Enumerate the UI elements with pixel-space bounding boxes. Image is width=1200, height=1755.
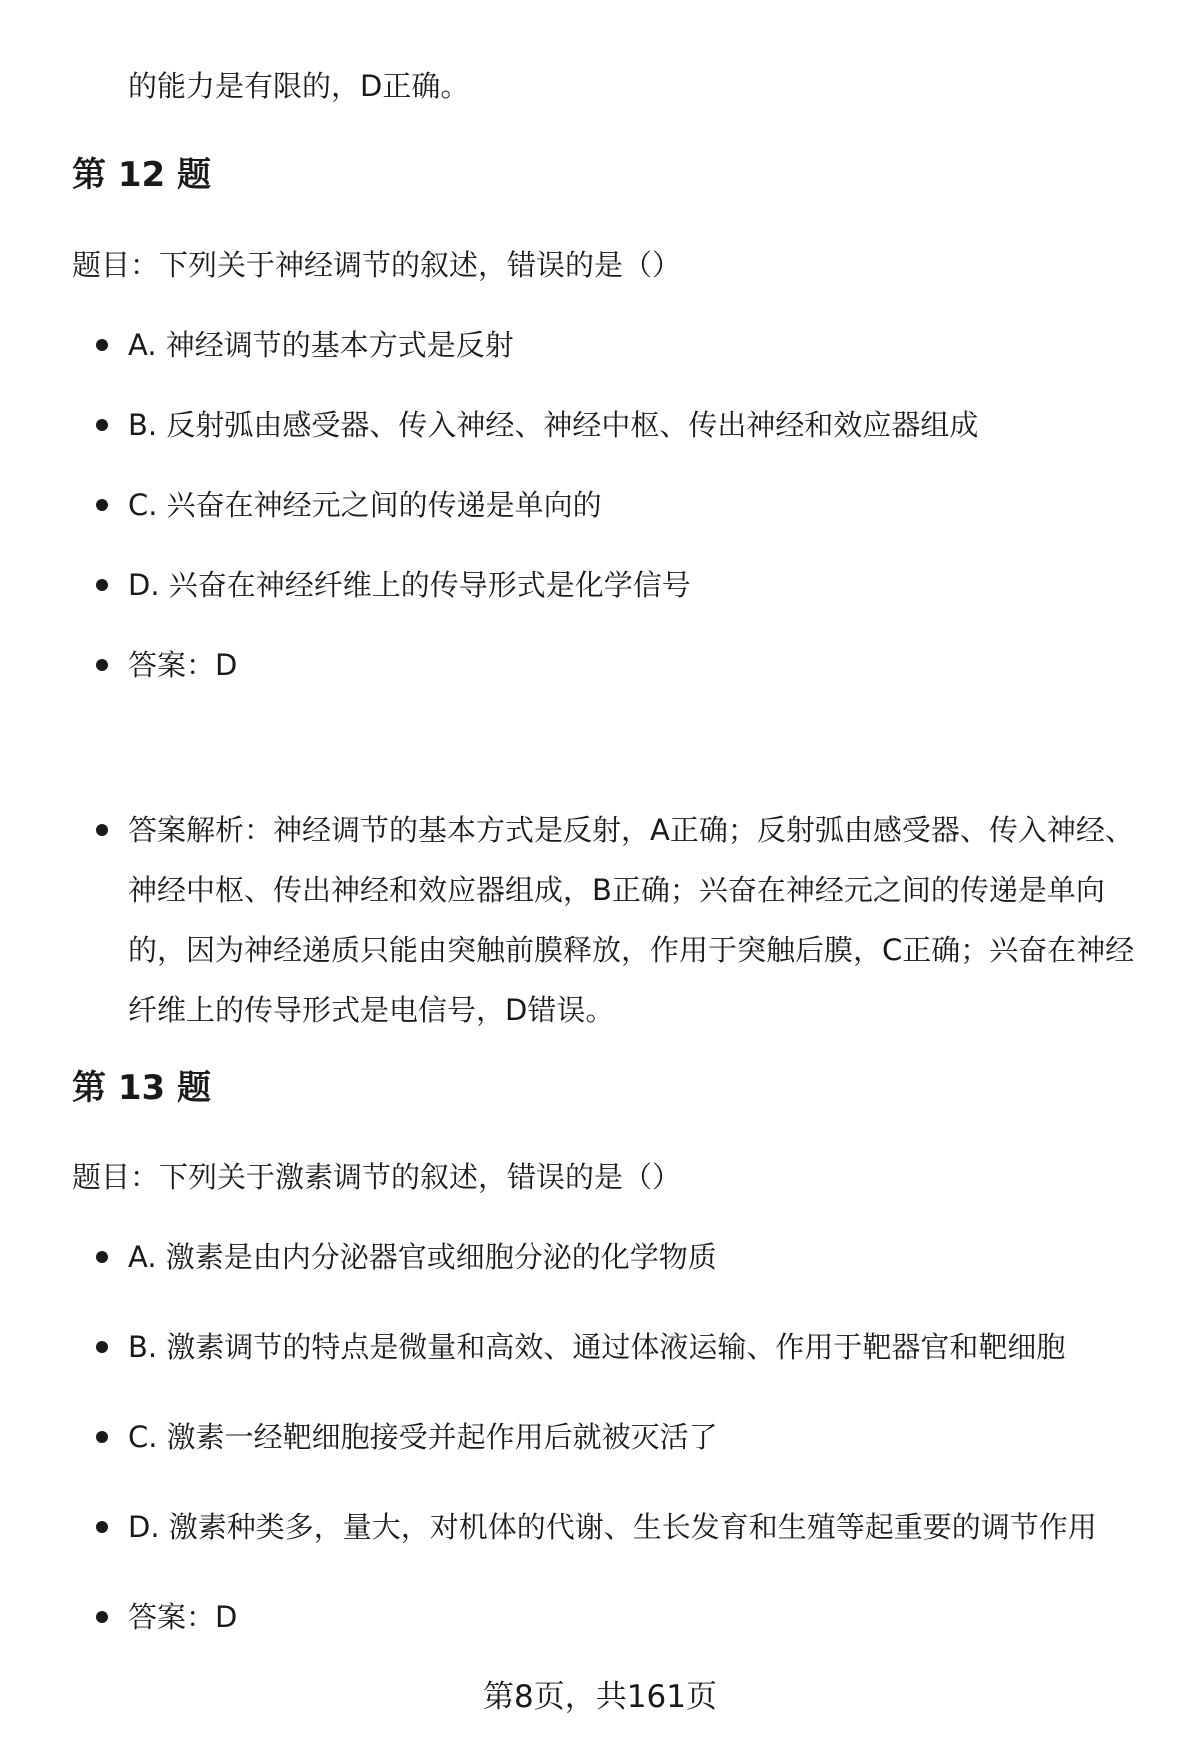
bullet-icon [96, 419, 108, 431]
bullet-icon [96, 339, 108, 351]
question-13-stem: 题目：下列关于激素调节的叙述，错误的是（） [72, 1160, 682, 1194]
question-12-explanation: 答案解析：神经调节的基本方式是反射，A正确；反射弧由感受器、传入神经、神经中枢、传出神经和效应器组成，B正确；兴奋在神经元之间的传递是单向的，因为神经递质只能由突触前膜释放，作用于突触后膜，C正确；兴奋在神经纤维上的传导形式是电信号，D错误。 [128, 813, 1135, 1027]
bullet-icon [96, 579, 108, 591]
bullet-icon [96, 824, 108, 836]
bullet-icon [96, 1251, 108, 1263]
bullet-icon [96, 1521, 108, 1533]
question-13-heading: 第 13 题 [72, 1068, 211, 1108]
question-12-stem: 题目：下列关于神经调节的叙述，错误的是（） [72, 248, 682, 282]
bullet-icon [96, 659, 108, 671]
continuation-text: 的能力是有限的，D正确。 [128, 69, 470, 103]
document-page: 的能力是有限的，D正确。 第 12 题 题目：下列关于神经调节的叙述，错误的是（） A. 神经调节的基本方式是反射 B. 反射弧由感受器、传入神经、神经中枢、传出神经和效应器组成 C. 兴奋在神经元之间的传递是单向的 D. 兴奋在神经纤维上的传导形式是化学信号 答案：D 答案解析：神经调节的基本方式是反射，A正确；反射弧由感受器、传入神经、神经中枢、传出神经和效应器组成，B正确；兴奋在神经元之间的传递是单向的，因为神经递质只能由突触前膜释放，作用于突触后膜，C正确；兴奋在神经纤维上的传导形式是电信号，D错误。 第 13 题 题目：下列关于激素调节的叙述，错误的是（） A. 激素是由内分泌器官或细胞分泌的化学物质 B. 激素调节的特点是微量和高效、通过体液运输、作用于靶器官和靶细胞 C. 激素一经靶细胞接受并起作用后就被灭活了 D. 激素种类多，量大，对机体的代谢、生长发育和生殖等起重要的调节作用 答案：D 第8页，共161页 [0, 0, 1200, 1755]
bullet-icon [96, 1431, 108, 1443]
page-number-footer: 第8页，共161页 [483, 1679, 717, 1715]
question-12-heading: 第 12 题 [72, 155, 211, 195]
bullet-icon [96, 1341, 108, 1353]
bullet-icon [96, 499, 108, 511]
bullet-icon [96, 1611, 108, 1623]
